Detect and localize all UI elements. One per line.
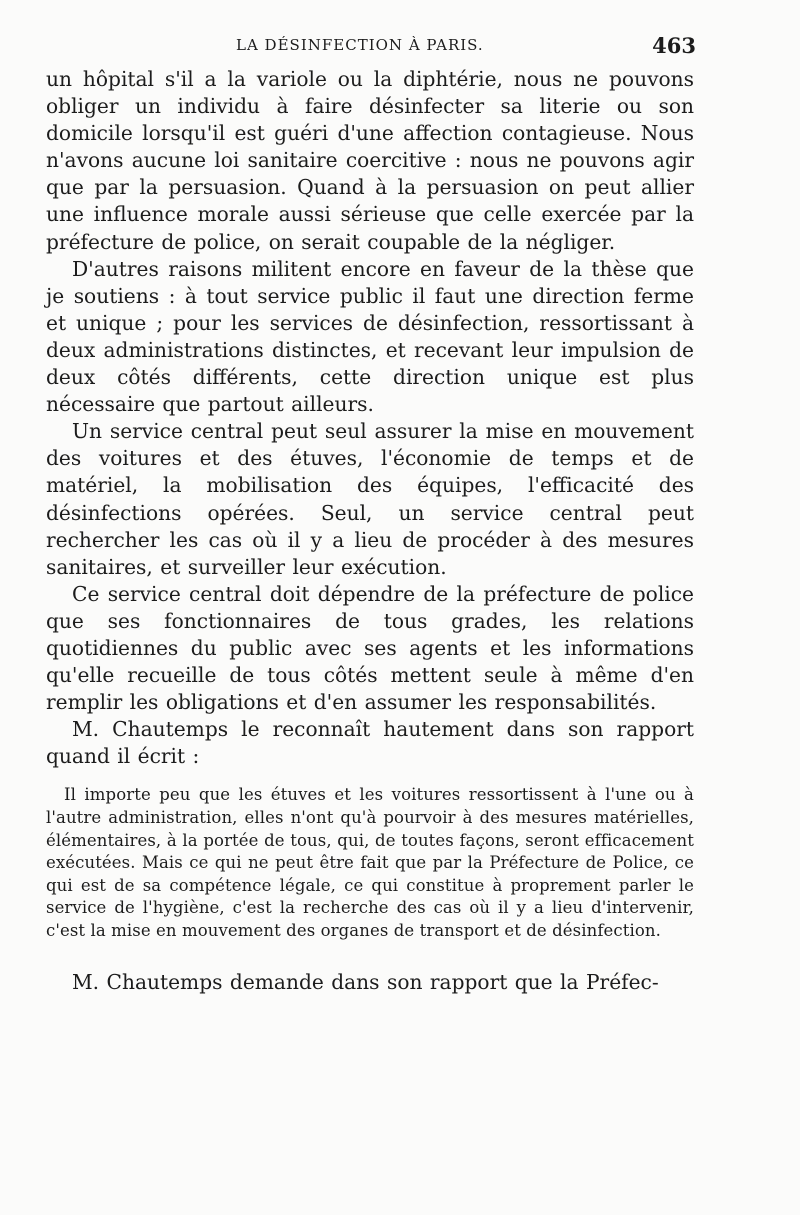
paragraph: Un service central peut seul assurer la mise en mouvement des voitures et des étuves, l'économie de temps et de matériel, la mobilisation des équipes, l'efficacité des désinfections opérées. Seul, un service central peut rechercher les cas où il y a lieu de procéder à des mesures sanitaires, et surveiller leur exécution. (46, 419, 694, 579)
paragraph-continued: un hôpital s'il a la variole ou la diphtérie, nous ne pouvons obliger un individu à faire désinfecter sa literie ou son domicile lorsqu'il est guéri d'une affection contagieuse. Nous n'avons aucune loi sanitaire coercitive : nous ne pouvons agir que par la persuasion. Quand à la persuasion on peut allier une influence morale aussi sérieuse que celle exercée par la préfecture de police, on serait coupable de la négliger. (46, 67, 694, 254)
running-head: LA DÉSINFECTION À PARIS. (236, 36, 484, 54)
paragraph: D'autres raisons militent encore en faveur de la thèse que je soutiens : à tout service public il faut une direction ferme et unique ; pour les services de désinfection, ressortissant à deux administrations distinctes, et recevant leur impulsion de deux côtés différents, cette direction unique est plus nécessaire que partout ailleurs. (46, 256, 694, 417)
paragraph-closing: M. Chautemps demande dans son rapport que la Préfec- (72, 969, 659, 994)
page-body (46, 66, 694, 996)
paragraph: Ce service central doit dépendre de la préfecture de police que ses fonctionnaires de tous grades, les relations quotidiennes du public avec ses agents et les informations qu'elle recueille de tous côtés mettent seule à même d'en remplir les obligations et d'en assumer les responsabilités. (46, 581, 694, 715)
page-header (46, 33, 696, 62)
block-quote: Il importe peu que les étuves et les voitures ressortissent à l'une ou à l'autre administration, elles n'ont qu'à pourvoir à des mesures matérielles, élémentaires, à la portée de tous, qui, de toutes façons, seront efficacement exécutées. Mais ce qui ne peut être fait que par la Préfecture de Police, ce qui est de sa compétence légale, ce qui constitue à proprement parler le service de l'hygiène, c'est la recherche des cas où il y a lieu d'intervenir, c'est la mise en mouvement des organes de transport et de désinfection. (46, 785, 694, 940)
paragraph-quote-intro: M. Chautemps le reconnaît hautement dans son rapport quand il écrit : (46, 717, 694, 769)
page-number: 463 (652, 33, 696, 58)
